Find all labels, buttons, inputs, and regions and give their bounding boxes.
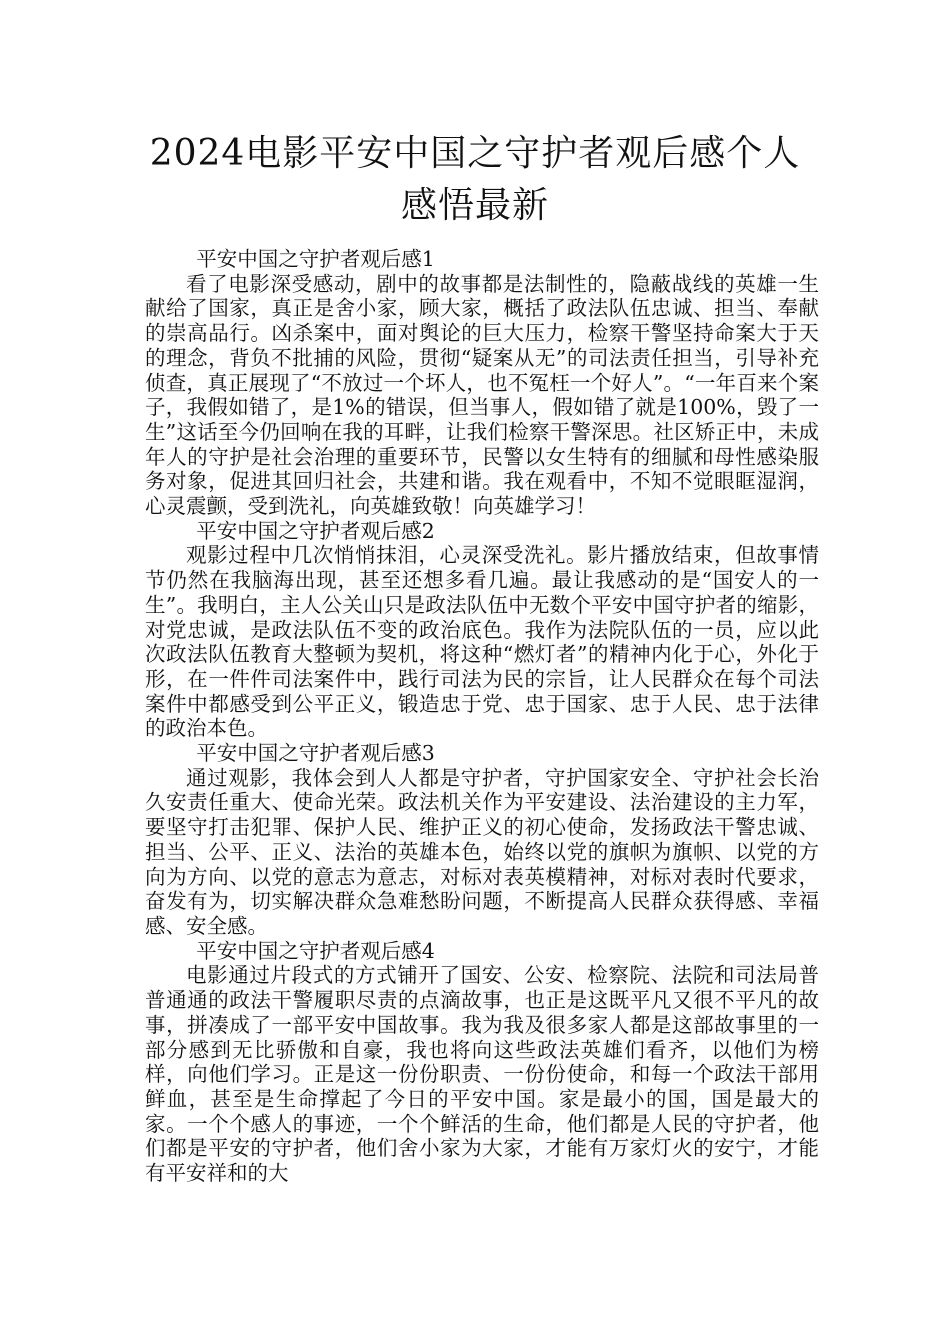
section-heading: 平安中国之守护者观后感3 xyxy=(196,741,435,766)
document-title: 2024电影平安中国之守护者观后感个人感悟最新 xyxy=(149,133,801,226)
section-heading: 平安中国之守护者观后感2 xyxy=(196,518,435,543)
section-paragraph: 通过观影，我体会到人人都是守护者，守护国家安全、守护社会长治久安责任重大、使命光荣。政法机关作为平安建设、法治建设的主力军，要坚守打击犯罪、保护人民、维护正义的初心使命，发扬政法干警忠诚、担当、公平、正义、法治的英雄本色，始终以党的旗帜为旗帜、以党的方向为方向、以党的意志为意志，对标对表英模精神，对标对表时代要求，奋发有为，切实解决群众急难愁盼问题，不断提高人民群众获得感、幸福感、安全感。 xyxy=(145,765,819,938)
document-body xyxy=(145,247,819,1186)
section-paragraph: 电影通过片段式的方式铺开了国安、公安、检察院、法院和司法局普普通通的政法干警履职尽责的点滴故事，也正是这既平凡又很不平凡的故事，拼凑成了一部平安中国故事。我为我及很多家人都是这部故事里的一部分感到无比骄傲和自豪，我也将向这些政法英雄们看齐，以他们为榜样，向他们学习。正是这一份份职责、一份份使命，和每一个政法干部用鲜血，甚至是生命撑起了今日的平安中国。家是最小的国，国是最大的家。一个个感人的事迹，一个个鲜活的生命，他们都是人民的守护者，他们都是平安的守护者，他们舍小家为大家，才能有万家灯火的安宁，才能有平安祥和的大 xyxy=(145,963,819,1186)
section-heading: 平安中国之守护者观后感4 xyxy=(196,938,435,963)
section-paragraph: 观影过程中几次悄悄抹泪，心灵深受洗礼。影片播放结束，但故事情节仍然在我脑海出现，甚至还想多看几遍。最让我感动的是“国安人的一生”。我明白，主人公关山只是政法队伍中无数个平安中国守护者的缩影，对党忠诚，是政法队伍不变的政治底色。我作为法院队伍的一员，应以此次政法队伍教育大整顿为契机，将这种“燃灯者”的精神内化于心，外化于形，在一件件司法案件中，践行司法为民的宗旨，让人民群众在每个司法案件中都感受到公平正义，锻造忠于党、忠于国家、忠于人民、忠于法律的政治本色。 xyxy=(145,543,819,741)
section-paragraph: 看了电影深受感动，剧中的故事都是法制性的，隐蔽战线的英雄一生献给了国家，真正是舍小家，顾大家，概括了政法队伍忠诚、担当、奉献的崇高品行。凶杀案中，面对舆论的巨大压力，检察干警坚持命案大于天的理念，背负不批捕的风险，贯彻“疑案从无”的司法责任担当，引导补充侦查，真正展现了“不放过一个坏人，也不冤枉一个好人”。“一年百来个案子，我假如错了，是1%的错误，但当事人，假如错了就是100%，毁了一生”这话至今仍回响在我的耳畔，让我们检察干警深思。社区矫正中，未成年人的守护是社会治理的重要环节，民警以女生特有的细腻和母性感染服务对象，促进其回归社会，共建和谐。我在观看中，不知不觉眼眶湿润，心灵震颤，受到洗礼，向英雄致敬！向英雄学习！ xyxy=(145,271,819,519)
section-heading: 平安中国之守护者观后感1 xyxy=(196,247,435,271)
